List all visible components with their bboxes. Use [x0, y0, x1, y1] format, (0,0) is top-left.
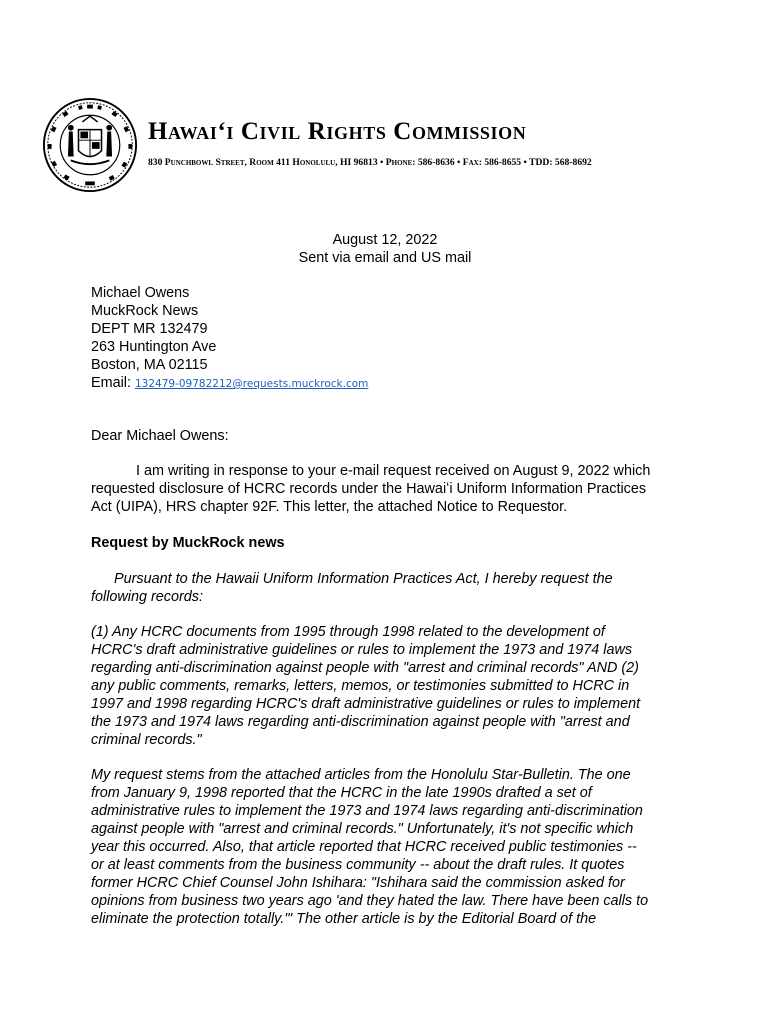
recipient-email-line: [91, 376, 368, 390]
delivery-method: Sent via email and US mail: [298, 250, 472, 266]
paragraph-line: regarding anti-discrimination against people with "arrest and criminal records" AND (2): [91, 660, 639, 676]
recipient-city: Boston, MA 02115: [91, 357, 208, 373]
paragraph-line: following records:: [91, 589, 203, 605]
paragraph-line: My request stems from the attached articles from the Honolulu Star-Bulletin. The one: [91, 767, 631, 783]
request-heading: Request by MuckRock news: [91, 535, 285, 551]
paragraph-line: requested disclosure of HCRC records under the Hawaiʻi Uniform Information Practices: [91, 481, 647, 497]
paragraph-line: administrative rules to implement the 1973 and 1974 laws regarding anti-discrimination: [91, 803, 643, 819]
paragraph-line: or at least comments from the business community -- about the draft rules. It quotes: [91, 857, 625, 873]
paragraph-line: year this occurred. Also, that article reported that HCRC received public testimonies --: [91, 839, 637, 855]
paragraph-line: criminal records.": [91, 732, 202, 748]
paragraph-line: Pursuant to the Hawaii Uniform Information Practices Act, I hereby request the: [114, 571, 613, 587]
salutation: Dear Michael Owens:: [91, 428, 229, 444]
organization-name: Hawaiʻi Civil Rights Commission: [148, 118, 527, 145]
paragraph-line: former HCRC Chief Counsel John Ishihara: "Ishihara said the commission asked for: [91, 875, 625, 891]
paragraph-line: Act (UIPA), HRS chapter 92F. This letter, the attached Notice to Requestor.: [91, 499, 568, 515]
paragraph-line: eliminate the protection totally.'" The other article is by the Editorial Board of the: [91, 911, 597, 927]
paragraph-line: opinions from business two years ago 'and they hated the law. There have been calls to: [91, 893, 649, 909]
organization-address: 830 Punchbowl Street, Room 411 Honolulu, HI 96813 • Phone: 586-8636 • Fax: 586-8655 • TDD: 568-8692: [148, 157, 592, 168]
paragraph-line: the 1973 and 1974 laws regarding anti-discrimination against people with "arrest and: [91, 714, 630, 730]
paragraph-line: 1997 and 1998 regarding HCRC's draft administrative guidelines or rules to implement: [91, 696, 641, 712]
paragraph-line: any public comments, remarks, letters, memos, or testimonies submitted to HCRC in: [91, 678, 630, 694]
paragraph-line: against people with "arrest and criminal records." Unfortunately, it's not specific which: [91, 821, 634, 837]
recipient-name: Michael Owens: [91, 285, 190, 301]
recipient-street: 263 Huntington Ave: [91, 339, 217, 355]
state-seal-icon: [42, 97, 138, 193]
letter-date: August 12, 2022: [332, 232, 438, 248]
paragraph-line: from January 9, 1998 reported that the HCRC in the late 1990s drafted a set of: [91, 785, 592, 801]
paragraph-line: HCRC's draft administrative guidelines or rules to implement the 1973 and 1974 laws: [91, 642, 633, 658]
recipient-department: DEPT MR 132479: [91, 321, 208, 337]
email-label: Email:: [91, 375, 131, 391]
recipient-organization: MuckRock News: [91, 303, 199, 319]
paragraph-line: I am writing in response to your e-mail request received on August 9, 2022 which: [136, 463, 651, 479]
email-link[interactable]: 132479-09782212@requests.muckrock.com: [134, 378, 369, 390]
paragraph-line: (1) Any HCRC documents from 1995 through 1998 related to the development of: [91, 624, 605, 640]
